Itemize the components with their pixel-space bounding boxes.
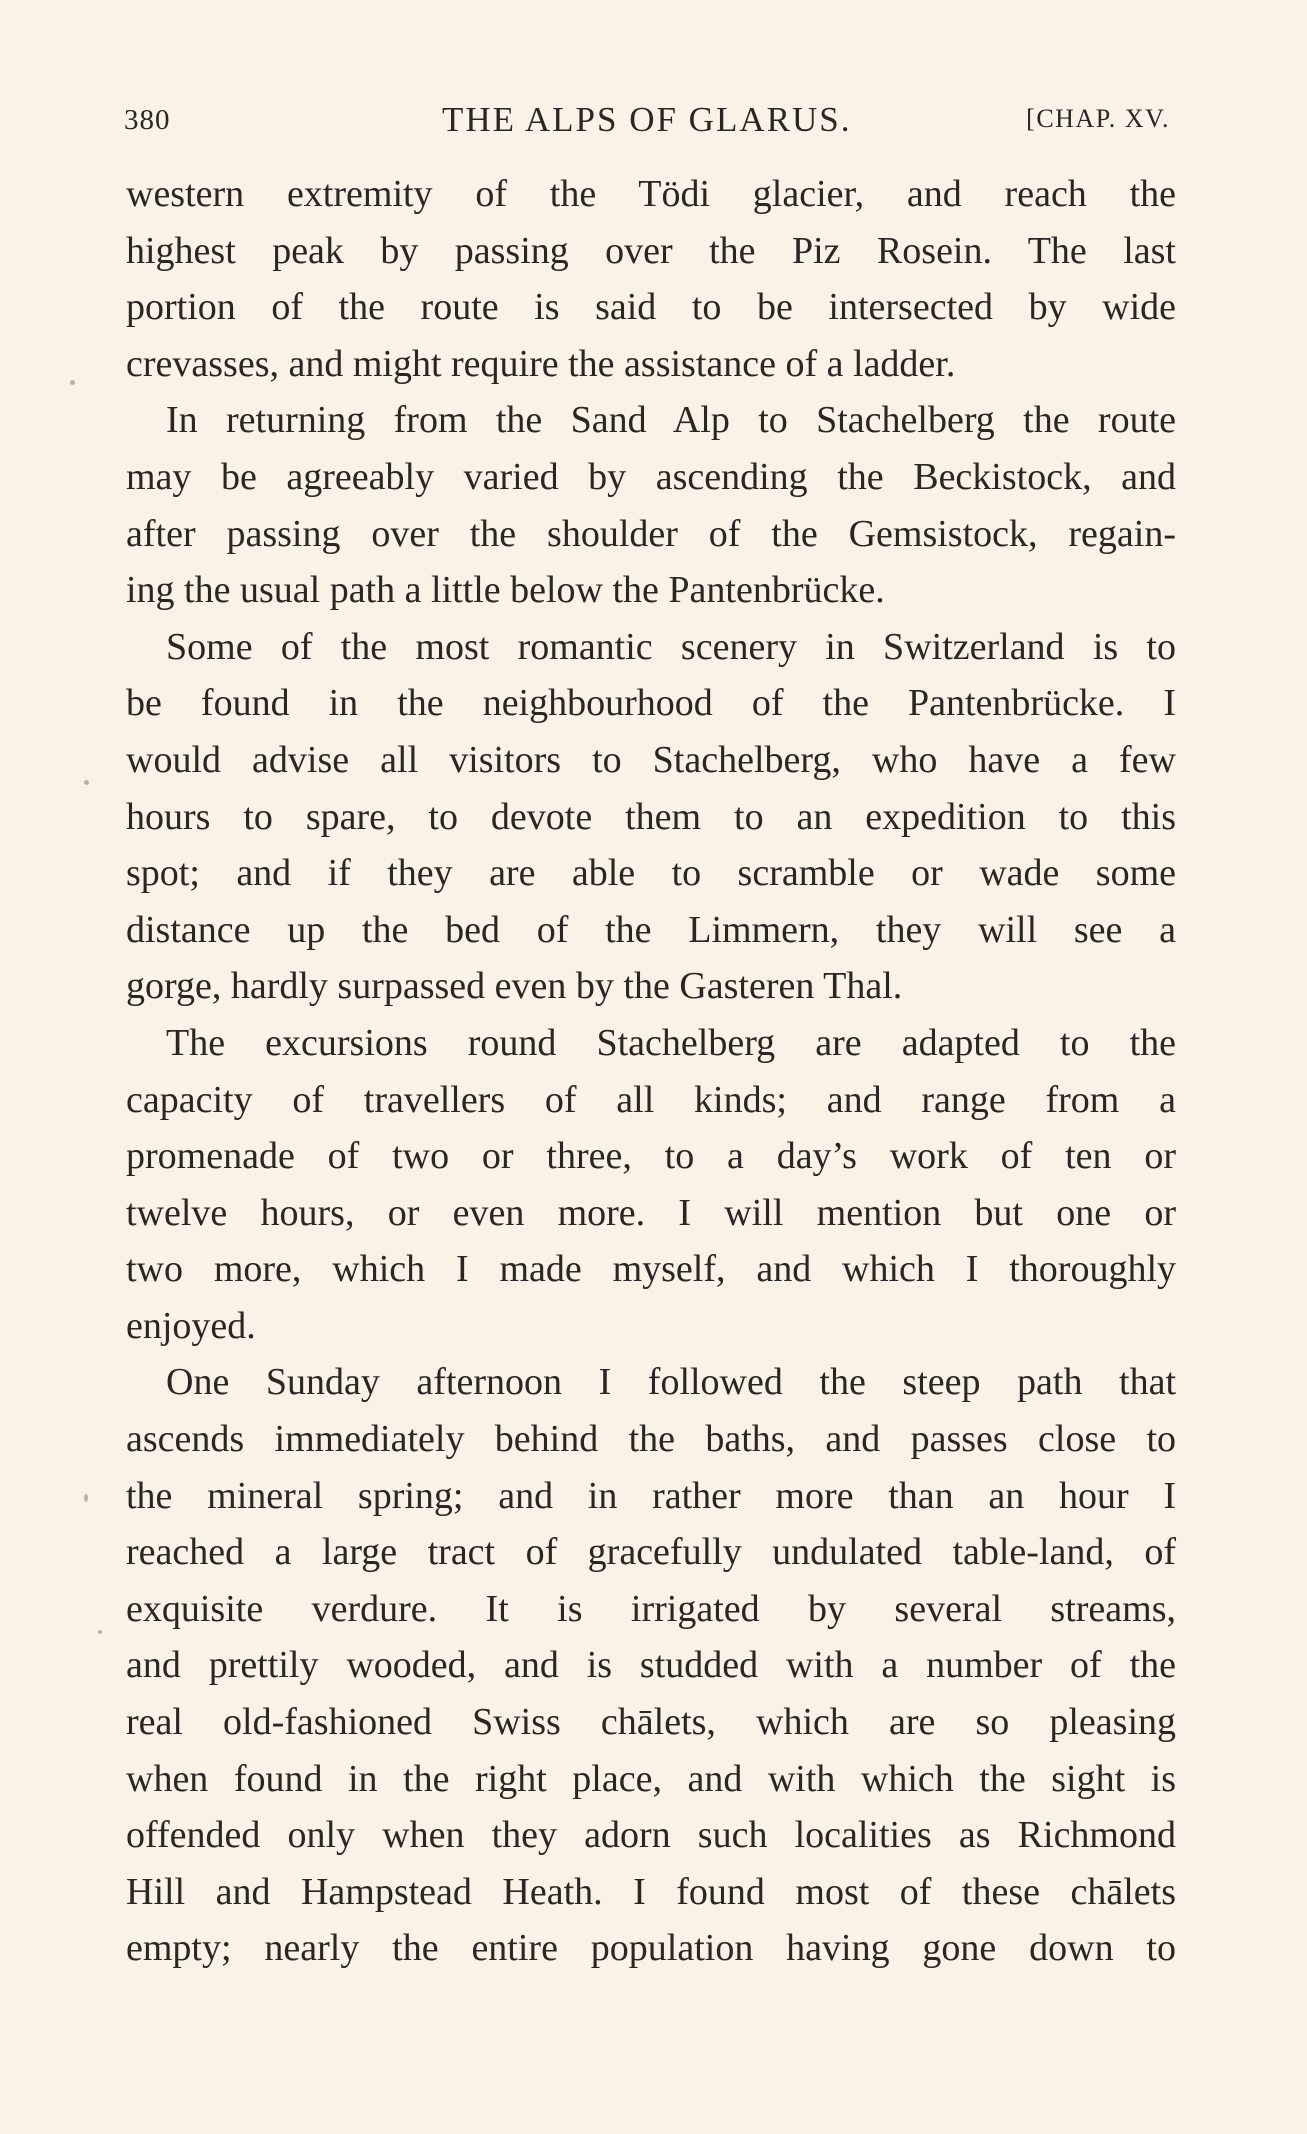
- text-line: capacity of travellers of all kinds; and range from a: [126, 1078, 1176, 1121]
- running-head: [124, 100, 1170, 150]
- text-line: crevasses, and might require the assistance of a ladder.: [126, 342, 956, 385]
- text-line: reached a large tract of gracefully undulated table-land, of: [126, 1531, 1176, 1574]
- paragraph-first-line: Some of the most romantic scenery in Switzerland is to: [166, 625, 1176, 668]
- text-line: distance up the bed of the Limmern, they will see a: [126, 908, 1176, 951]
- running-title: THE ALPS OF GLARUS.: [442, 100, 852, 139]
- text-line: spot; and if they are able to scramble or wade some: [126, 852, 1176, 895]
- paragraph-first-line: In returning from the Sand Alp to Stachelberg the route: [166, 399, 1176, 442]
- paragraph-first-line: One Sunday afternoon I followed the steep path that: [166, 1361, 1176, 1404]
- text-line: promenade of two or three, to a day’s work of ten or: [126, 1135, 1176, 1178]
- text-line: twelve hours, or even more. I will mention but one or: [126, 1191, 1176, 1234]
- paragraph-first-line: The excursions round Stachelberg are adapted to the: [166, 1021, 1176, 1064]
- page-number: 380: [124, 104, 171, 136]
- margin-speck: [98, 1630, 102, 1634]
- text-line: exquisite verdure. It is irrigated by several streams,: [126, 1587, 1176, 1630]
- text-line: enjoyed.: [126, 1304, 256, 1347]
- text-line: may be agreeably varied by ascending the Beckistock, and: [126, 455, 1176, 498]
- text-line: Hill and Hampstead Heath. I found most of these chālets: [126, 1870, 1176, 1913]
- text-line: gorge, hardly surpassed even by the Gasteren Thal.: [126, 965, 903, 1008]
- text-line: real old-fashioned Swiss chālets, which are so pleasing: [126, 1701, 1176, 1744]
- margin-speck: [70, 380, 75, 385]
- text-line: hours to spare, to devote them to an expedition to this: [126, 795, 1176, 838]
- text-line: when found in the right place, and with which the sight is: [126, 1757, 1176, 1800]
- text-line: offended only when they adorn such localities as Richmond: [126, 1814, 1176, 1857]
- chapter-reference: [CHAP. XV.: [1026, 104, 1170, 133]
- text-line: after passing over the shoulder of the Gemsistock, regain-: [126, 512, 1176, 555]
- text-line: highest peak by passing over the Piz Rosein. The last: [126, 229, 1176, 272]
- text-line: and prettily wooded, and is studded with a number of the: [126, 1644, 1176, 1687]
- text-line: portion of the route is said to be intersected by wide: [126, 286, 1176, 329]
- margin-speck: [84, 1494, 88, 1502]
- text-line: two more, which I made myself, and which I thoroughly: [126, 1248, 1176, 1291]
- text-line: ing the usual path a little below the Pantenbrücke.: [126, 569, 885, 612]
- text-line: ascends immediately behind the baths, and passes close to: [126, 1418, 1176, 1461]
- text-line: the mineral spring; and in rather more than an hour I: [126, 1474, 1176, 1517]
- margin-speck: [84, 780, 89, 785]
- text-line: would advise all visitors to Stachelberg, who have a few: [126, 738, 1176, 781]
- text-line: western extremity of the Tödi glacier, and reach the: [126, 173, 1176, 215]
- body-text: [126, 166, 1176, 1977]
- text-line: empty; nearly the entire population having gone down to: [126, 1927, 1176, 1970]
- text-line: be found in the neighbourhood of the Pantenbrücke. I: [126, 682, 1176, 725]
